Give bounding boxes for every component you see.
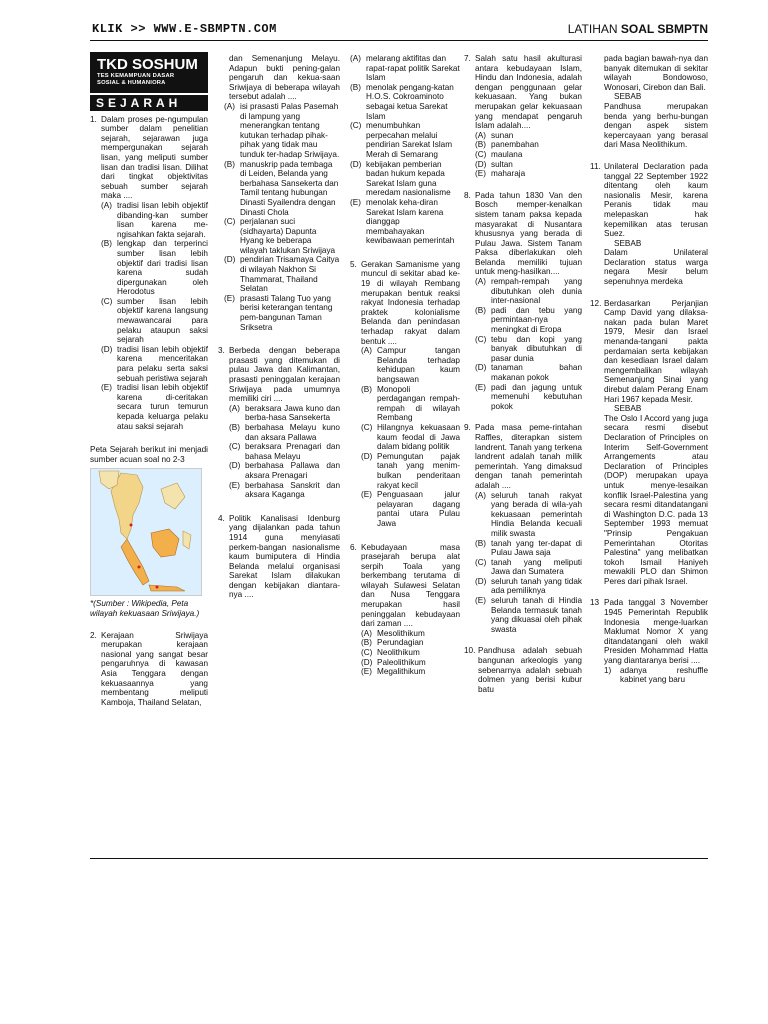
option-letter: (B)	[229, 422, 240, 432]
option-text: lengkap dan terperinci sumber lisan lebih objektif dari tradisi lisan karena sudah dipergunakan oleh Herodotus	[117, 239, 208, 297]
footer-rule	[90, 858, 708, 859]
option-letter: (E)	[361, 490, 372, 500]
option	[361, 423, 460, 452]
option-text: tradisi lisan lebih objektif karena di-ceritakan secara turun temurun kepada keluarga pelaku atau saksi sejarah	[117, 383, 208, 431]
column-2	[218, 54, 340, 600]
option-text: panembahan	[491, 140, 539, 150]
sebab-label: SEBAB	[614, 404, 642, 414]
column-4	[464, 54, 582, 694]
option-text: berbahasa Sanskrit dan aksara Kaganga	[245, 480, 340, 500]
option	[101, 383, 208, 431]
column-5	[590, 54, 708, 685]
question-12	[590, 299, 708, 405]
option	[361, 638, 460, 648]
badge-line-1: TES KEMAMPUAN DASAR	[97, 73, 175, 79]
question-10-reason: Pandhusa merupakan benda yang berhu-bungan dengan aspek sistem kepercayaan yang berasal dari Masa Neolithikum.	[604, 101, 708, 150]
option	[350, 121, 460, 159]
option-text: Hilangnya kekuasaan kaum feodal di Jawa dalam bidang politik	[377, 422, 460, 452]
column-3	[350, 54, 460, 677]
option-letter: (C)	[350, 121, 362, 131]
question-8	[464, 191, 582, 412]
sriwijaya-map	[90, 468, 202, 596]
option-text: beraksara Jawa kuno dan berba-hasa Sansekerta	[245, 403, 340, 423]
option	[475, 335, 582, 364]
option-letter: (E)	[350, 197, 361, 207]
option-text: perjalanan suci (sidhayarta) Dapunta Hyang ke beberapa wilayah taklukan Sriwijaya	[240, 217, 336, 255]
option	[229, 404, 340, 423]
option	[350, 198, 460, 246]
section-heading: SEJARAH	[90, 95, 208, 111]
question-11	[590, 162, 708, 239]
map-caption: *(Sumber : Wikipedia, Peta wilayah kekuasaan Sriwijaya.)	[90, 599, 200, 618]
option-text: seluruh tanah yang tidak ada pemiliknya	[491, 576, 582, 596]
option-text: sunan	[491, 130, 514, 140]
option-text: tradisi lisan lebih objektif dibanding-kan sumber lisan karena me-ngisahkan fakta sejarah.	[117, 200, 208, 239]
question-number: 4.	[218, 513, 225, 523]
option-letter: (A)	[229, 403, 240, 413]
option-letter: (B)	[361, 384, 372, 394]
option	[229, 423, 340, 442]
option	[224, 217, 340, 255]
option-letter: (A)	[350, 54, 361, 63]
option-letter: (A)	[475, 130, 486, 140]
option-letter: (A)	[475, 490, 486, 500]
option-text: Monopoli perdagangan rempah-rempah di wilayah Rembang	[377, 384, 460, 423]
option-text: menumbuhkan perpecahan melalui pendirian Sarekat Islam Merah di Semarang	[366, 121, 453, 159]
question-number: 8.	[464, 190, 471, 200]
question-number: 12.	[590, 298, 602, 308]
option	[229, 442, 340, 461]
option	[229, 481, 340, 500]
option-letter: (C)	[361, 422, 373, 432]
option-text: sultan	[491, 159, 513, 169]
question-text: Berdasarkan Perjanjian Camp David yang dilaksa-nakan pada bulan Maret 1979, Mesir dan Israel menanda-tangani pakta perdamaian serta kebijakan dan kesediaan Israel dalam mengembalikan wilayah Semenanjung Sinai yang direbut dalam Perang Enam Hari 1967 kepada Mesir.	[604, 298, 708, 404]
option-letter: (E)	[475, 382, 486, 392]
option-text: seluruh tanah di Hindia Belanda termasuk tanah yang dikuasai oleh pihak swasta	[491, 596, 582, 634]
header-rule	[90, 40, 708, 41]
option-letter: (D)	[101, 344, 113, 354]
question-number: 10.	[464, 646, 476, 656]
option-text: Mesolithikum	[377, 628, 425, 638]
option	[475, 140, 582, 150]
option-letter: (E)	[101, 383, 112, 393]
option-text: berbahasa Melayu kuno dan aksara Pallawa	[245, 422, 340, 442]
option	[361, 667, 460, 677]
page-body	[90, 52, 708, 862]
option	[475, 277, 582, 306]
option-text: Paleolithikum	[377, 657, 426, 667]
question-11-reason: Dalam Unilateral Declaration status warga negara Mesir belum sepenuhnya merdeka	[604, 248, 708, 287]
option	[361, 346, 460, 384]
option-text: Neolithikum	[377, 648, 420, 658]
option-text: rempah-rempah yang dibutuhkan oleh dunia inter-nasional	[491, 277, 582, 306]
option	[350, 83, 460, 121]
badge-title: TKD SOSHUM	[97, 56, 198, 73]
option-text: manuskrip pada tembaga di Leiden, Belanda yang berbahasa Sansekerta dan Tamil tentang hubungan Dinasti Syailendra dengan Dinasti Chola	[240, 159, 339, 217]
option-text: menolak keha-diran Sarekat Islam karena dianggap membahayakan kewibawaan pemerintah	[366, 197, 455, 246]
question-4-options	[350, 54, 460, 246]
option-letter: (C)	[475, 557, 487, 567]
option-letter: (E)	[229, 480, 240, 490]
column-1	[90, 52, 208, 707]
question-1	[90, 115, 208, 432]
question-10	[464, 646, 582, 694]
option	[475, 131, 582, 141]
option-letter: (D)	[475, 159, 487, 169]
option	[224, 160, 340, 218]
question-7	[464, 54, 582, 179]
site-link[interactable]: KLIK >> WWW.E-SBMPTN.COM	[92, 22, 277, 36]
question-text: Pada tanggal 3 November 1945 Pemerintah Republik Indonesia menge-luarkan Maklumat Nomor X yang ditandatangani oleh wakil Presiden Mohammad Hatta yang diantaranya berisi ....	[604, 598, 708, 666]
option-letter: (A)	[224, 101, 235, 111]
option	[224, 102, 340, 160]
option	[361, 629, 460, 639]
option-letter: (B)	[350, 82, 361, 92]
option	[361, 648, 460, 658]
option-letter: (D)	[361, 657, 373, 667]
option	[361, 452, 460, 490]
option-text: menolak pengang-katan H.O.S. Cokroaminoto sebagai ketua Sarekat Islam	[366, 82, 454, 121]
option	[361, 658, 460, 668]
option	[475, 160, 582, 170]
question-text: Berbeda dengan beberapa prasasti yang ditemukan di pulau Jawa dan Kalimantan, prasasti peninggalan kerajaan Sriwijaya pada umumnya memiliki ciri ....	[229, 346, 340, 404]
question-text: Kerajaan Sriwijaya merupakan kerajaan nasional yang sangat besar pengaruhnya di kawasan Asia Tenggara dengan kekuasaannya yang membentang meliputi Kamboja, Thailand Selatan,	[101, 630, 208, 707]
option-letter: (B)	[475, 305, 486, 315]
option-letter: (C)	[361, 648, 373, 658]
option	[101, 201, 208, 239]
question-number: 9.	[464, 423, 471, 433]
option	[350, 54, 460, 83]
option-letter: (D)	[475, 363, 487, 373]
option-letter: (C)	[475, 334, 487, 344]
option	[361, 385, 460, 423]
option-text: beraksara Prenagari dan bahasa Melayu	[245, 442, 340, 461]
option-text: tanaman bahan makanan pokok	[491, 363, 582, 382]
option-letter: (D)	[361, 451, 373, 461]
question-12-reason: The Oslo I Accord yang juga secara resmi disebut Declaration of Principles on Interim Self-Government Arrangements atau Declaration of Principles (DOP) merupakan upaya untuk menye-lesaikan konflik Israel-Palestina yang secara resmi ditandatangani di Washington D.C. pada 13 September 1993 memuat "Prinsip Pengakuan Pemerintahan Otoritas Palestina" yang melibatkan tokoh Ismail Haniyeh mewakili PLO dan Shimon Peres dari pihak Israel.	[604, 413, 708, 586]
option	[224, 294, 340, 332]
option-text: Penguasaan jalur pelayaran dagang pantai utara Pulau Jawa	[377, 490, 460, 528]
question-2-continued: dan Semenanjung Melayu. Adapun bukti pening-galan pengaruh dan kekua-saan Sriwijaya di beberapa wilayah tersebut adalah ....	[229, 54, 340, 102]
question-number: 11.	[590, 161, 601, 171]
question-number: 5.	[350, 259, 357, 269]
option-text: Pemungutan pajak tanah yang menim-bulkan penderitaan rakyat kecil	[377, 451, 460, 490]
option-text: sumber lisan lebih objektif karena langsung mewawancarai para pelaku ataupun saksi sejarah	[117, 296, 208, 345]
question-text: Pada tahun 1830 Van den Bosch memper-kenalkan sistem tanam paksa kepada masyarakat di Nusantara khususnya yang berada di Pulau Jawa. Sistem Tanam Paksa diberlakukan oleh Belanda memiliki tujuan untuk meng-hasilkan....	[475, 190, 582, 277]
option-text: tanah yang ter-dapat di Pulau Jawa saja	[491, 538, 582, 558]
option-text: isi prasasti Palas Pasemah di lampung yang menerangkan tentang kutukan terhadap pihak-pihak yang tidak mau tunduk ter-hadap Sriwijaya.	[240, 101, 340, 159]
option	[101, 297, 208, 345]
option-text: Megalithikum	[377, 667, 426, 677]
badge-line-2: SOSIAL & HUMANIORA	[97, 79, 166, 86]
question-number: 6.	[350, 542, 357, 552]
option-letter: (C)	[224, 217, 236, 227]
question-text: Dalam proses pe-ngumpulan sumber dalam penelitian sejarah, sejarawan juga mempergunakan sejarah lisan, yang meliputi sumber lisan dan tradisi lisan. Dilihat dari tingkat objektivitas sebuah sumber sejarah maka ....	[101, 114, 208, 201]
header-title	[568, 22, 708, 36]
option-letter: (B)	[475, 538, 486, 548]
option	[604, 666, 708, 685]
question-10-continued: pada bagian bawah-nya dan banyak ditemukan di sekitar wilayah Bondowoso, Wonosari, Cirebon dan Bali.	[604, 54, 708, 92]
option	[229, 461, 340, 480]
question-number: 7.	[464, 54, 471, 63]
option-text: prasasti Talang Tuo yang berisi keterangan tentang pem-bangunan Taman Sriksetra	[240, 293, 333, 332]
question-number: 2.	[90, 630, 97, 640]
question-6	[350, 543, 460, 677]
page-header	[90, 22, 708, 44]
option-text: Campur tangan Belanda terhadap kehidupan kaum bangsawan	[377, 346, 460, 384]
option-text: kebijakan pemberian badan hukum kepada Sarekat Islam guna meredam nasionalisme	[366, 159, 451, 198]
option-letter: (E)	[475, 596, 486, 606]
option-text: tebu dan kopi yang banyak dibutuhkan di pasar dunia	[491, 334, 582, 363]
question-text: Unilateral Declaration pada tanggal 22 September 1922 ditentang oleh kaum nasionalis Mesir, karena Peranis tidak mau melepaskan hak kepemilikan atas terusan Suez.	[604, 161, 708, 239]
option-text: pendirian Trisamaya Caitya di wilayah Nakhon Si Thammarat, Thailand Selatan	[240, 255, 340, 294]
option	[475, 539, 582, 558]
question-2	[90, 631, 208, 708]
option-letter: (B)	[361, 638, 372, 648]
option-text: tanah yang meliputi Jawa dan Sumatera	[491, 557, 582, 577]
header-title-light: LATIHAN	[567, 22, 618, 36]
question-text: Pandhusa adalah sebuah bangunan arkeologis yang sebenarnya adalah sebuah dolmen yang berisi kubur batu	[478, 646, 582, 694]
option	[475, 558, 582, 577]
option-letter: (B)	[101, 239, 112, 249]
option	[475, 363, 582, 382]
sriwijaya-map-graphic	[91, 469, 201, 595]
option	[475, 169, 582, 179]
option-letter: (D)	[224, 255, 236, 265]
option	[350, 160, 460, 198]
question-4	[218, 514, 340, 600]
option-letter: (E)	[224, 293, 235, 303]
option-text: berbahasa Pallawa dan aksara Prenagari	[245, 461, 340, 480]
map-intro: Peta Sejarah berikut ini menjadi sumber acuan soal no 2-3	[90, 445, 208, 464]
question-3	[218, 346, 340, 500]
option-text: maulana	[491, 149, 523, 159]
question-13	[590, 598, 708, 684]
option	[475, 306, 582, 335]
question-text: Kebudayaan masa prasejarah berupa alat serpih Toala yang berkembang terutama di wilayah Sulawesi Selatan dan Nusa Tenggara merupakan hasil peninggalan kebudayaan dari zaman ....	[361, 542, 460, 629]
option-letter: (C)	[101, 296, 113, 306]
option	[475, 383, 582, 412]
option	[475, 596, 582, 634]
option-text: seluruh tanah rakyat yang berada di wila-yah kekuasaan pemerintah Hindia Belanda kecuali milik swasta	[491, 490, 582, 538]
question-5	[350, 260, 460, 529]
question-number: 1.	[90, 114, 97, 124]
option	[224, 255, 340, 293]
option-letter: 1)	[604, 665, 612, 675]
option-letter: (C)	[229, 442, 241, 452]
option-letter: (D)	[229, 461, 241, 471]
option	[475, 577, 582, 596]
option-text: adanya reshuffle kabinet yang baru	[620, 665, 708, 685]
option-letter: (A)	[361, 628, 372, 638]
option-letter: (E)	[361, 667, 372, 677]
option-text: Perundagian	[377, 638, 424, 648]
option-letter: (A)	[101, 200, 112, 210]
sebab-label: SEBAB	[614, 92, 642, 102]
option-letter: (A)	[475, 277, 486, 287]
option-text: padi dan jagung untuk memenuhi kebutuhan pokok	[491, 382, 582, 411]
tkd-badge	[90, 52, 208, 93]
option-letter: (A)	[361, 346, 372, 356]
question-number: 13	[590, 598, 600, 608]
question-number: 3.	[218, 346, 225, 356]
option	[475, 150, 582, 160]
option-text: padi dan tebu yang permintaan-nya meningkat di Eropa	[491, 305, 582, 335]
option-letter: (B)	[224, 159, 235, 169]
question-text: Pada masa peme-rintahan Raffles, diterapkan sistem landrent. Tanah yang terkena landrent adalah tanah milik pemerintah. Yang dimaksud dengan tanah pemerintah adalah ....	[475, 423, 582, 490]
sebab-label: SEBAB	[614, 238, 642, 248]
option	[361, 490, 460, 528]
question-2-options	[218, 102, 340, 332]
option-text: melarang aktifitas dan rapat-rapat politik Sarekat Islam	[366, 54, 460, 83]
option-letter: (B)	[475, 140, 486, 150]
option-letter: (D)	[475, 576, 487, 586]
option-letter: (D)	[350, 159, 362, 169]
question-text: Politik Kanalisasi Idenburg yang dijalankan pada tahun 1914 guna menyiasati perkem-bangan nasionalisme kaum bumiputera di Hindia Belanda melalui organisasi Sarekat Islam dilakukan dengan kebijakan diantara-nya ....	[229, 513, 340, 600]
option-text: maharaja	[491, 169, 526, 179]
question-text: Gerakan Samanisme yang muncul di sekitar abad ke-19 di wilayah Rembang merupakan bentuk reaksi rakyat Indonesia terhadap praktek kolonialisme Belanda dan penindasan terhadap rakyat dalam bentuk ....	[361, 259, 460, 346]
question-text: Salah satu hasil akulturasi antara kebudayaan Islam, Hindu dan Indonesia, adalah dengan penggunaan gelar kekuasaan. Yang bukan merupakan gelar kekuasaan yang mendapat pengaruh Islam adalah....	[475, 54, 582, 131]
option-letter: (C)	[475, 149, 487, 159]
option-letter: (E)	[475, 169, 486, 179]
question-9	[464, 423, 582, 634]
header-title-bold: SOAL SBMPTN	[617, 22, 708, 36]
option	[101, 345, 208, 383]
option-text: tradisi lisan lebih objektif karena menceritakan para pelaku serta saksi sebuah peristiwa sejarah	[117, 344, 208, 383]
option	[101, 239, 208, 297]
option	[475, 491, 582, 539]
